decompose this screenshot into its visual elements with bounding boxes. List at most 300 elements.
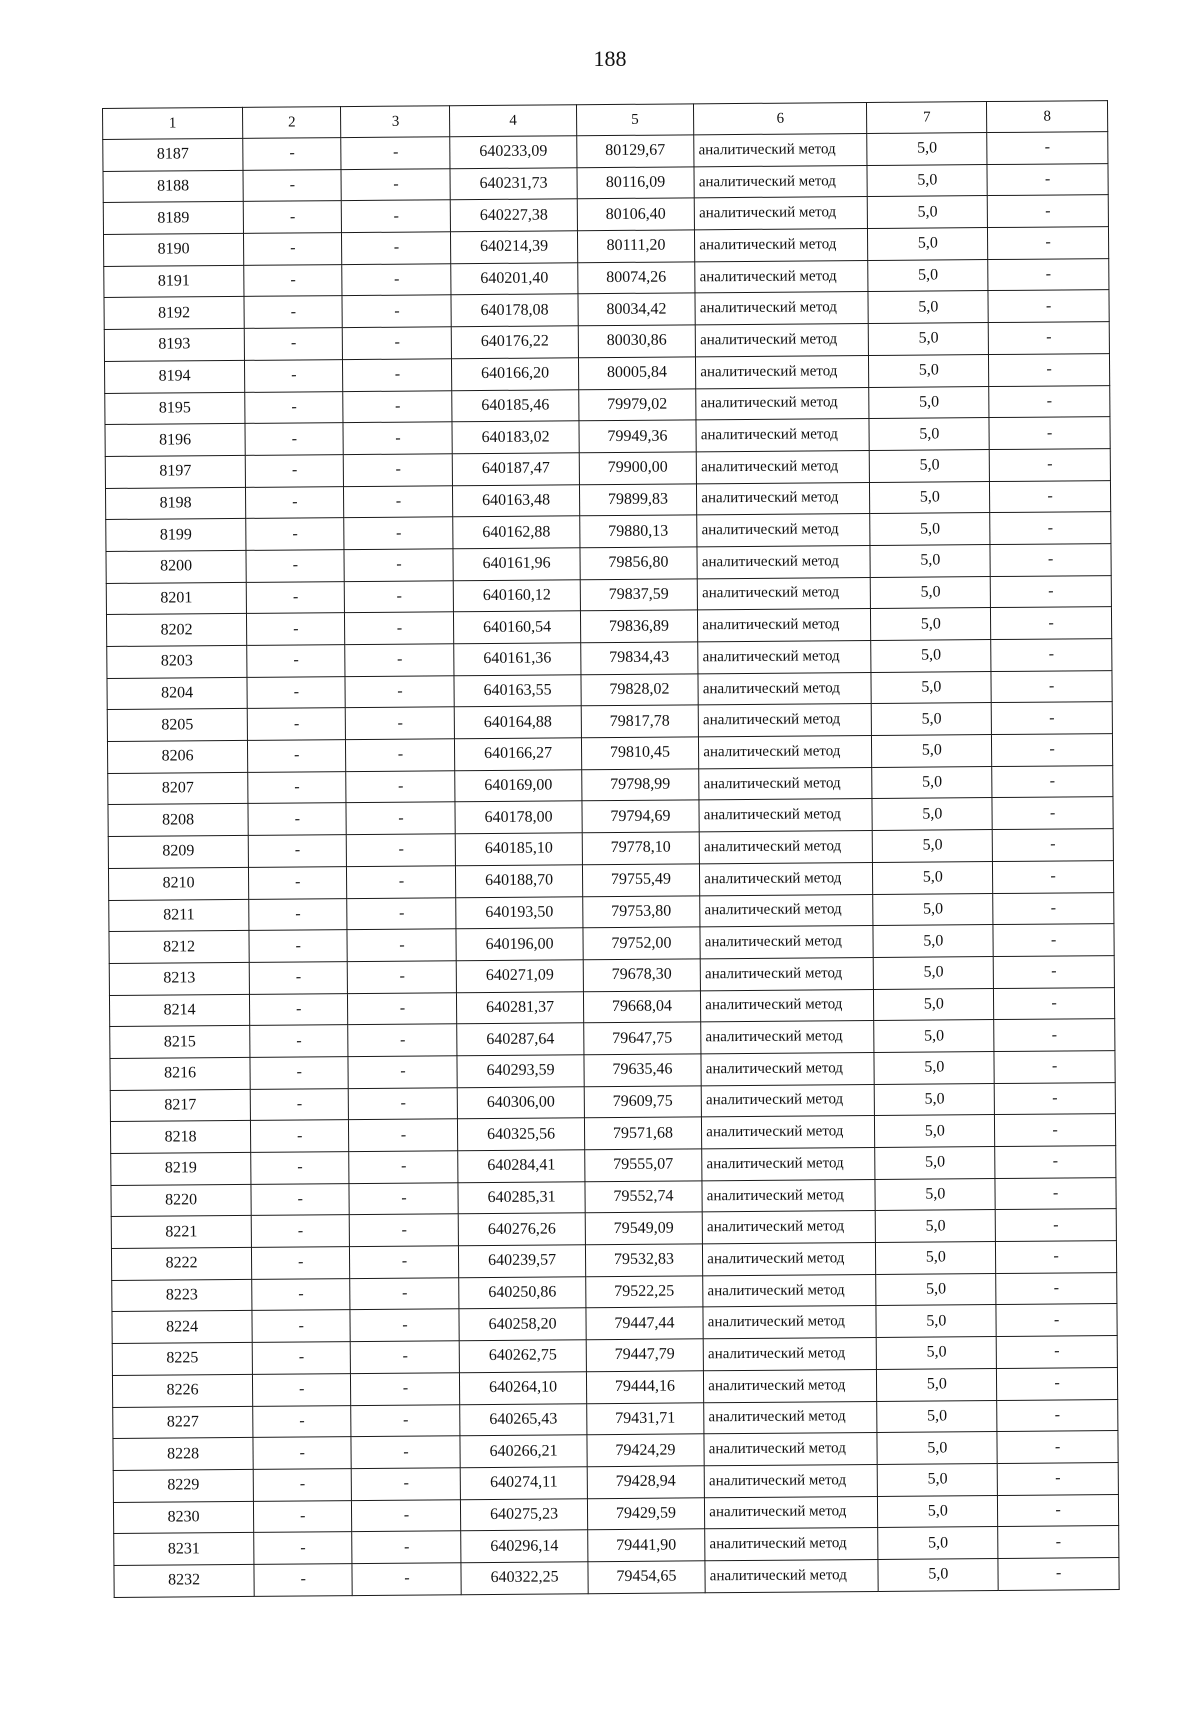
cell-accuracy: 5,0 xyxy=(872,703,992,736)
cell-col-8: - xyxy=(992,734,1113,767)
cell-coord-y: 79447,44 xyxy=(586,1307,704,1340)
cell-coord-y: 79647,75 xyxy=(583,1022,701,1055)
cell-coord-y: 79609,75 xyxy=(584,1085,702,1118)
cell-accuracy: 5,0 xyxy=(878,1463,998,1496)
cell-coord-x: 640163,48 xyxy=(453,484,579,517)
cell-method: аналитический метод xyxy=(703,1243,876,1276)
coordinates-table-wrapper xyxy=(102,100,1120,1597)
cell-coord-x: 640231,73 xyxy=(450,167,576,200)
cell-col-8: - xyxy=(989,385,1110,418)
cell-col-3: - xyxy=(350,1214,459,1247)
cell-col-3: - xyxy=(352,1563,461,1596)
cell-col-8: - xyxy=(998,1494,1119,1527)
cell-coord-y: 80116,09 xyxy=(577,167,695,200)
cell-point-number: 8200 xyxy=(106,550,246,583)
cell-accuracy: 5,0 xyxy=(876,1305,996,1338)
cell-col-2: - xyxy=(243,169,342,201)
cell-method: аналитический метод xyxy=(704,1401,877,1434)
cell-coord-y: 79817,78 xyxy=(581,705,699,738)
cell-col-8: - xyxy=(990,512,1111,545)
cell-coord-x: 640196,00 xyxy=(456,928,582,961)
cell-coord-x: 640266,21 xyxy=(460,1435,586,1468)
cell-method: аналитический метод xyxy=(699,799,872,832)
cell-method: аналитический метод xyxy=(704,1464,877,1497)
cell-col-3: - xyxy=(347,929,456,962)
cell-col-3: - xyxy=(343,390,452,423)
cell-accuracy: 5,0 xyxy=(869,323,989,356)
cell-col-2: - xyxy=(251,1215,350,1247)
cell-method: аналитический метод xyxy=(697,577,870,610)
cell-col-8: - xyxy=(994,1019,1115,1052)
cell-col-2: - xyxy=(243,201,342,233)
cell-col-3: - xyxy=(345,612,454,645)
cell-point-number: 8196 xyxy=(105,424,245,457)
cell-method: аналитический метод xyxy=(703,1338,876,1371)
cell-accuracy: 5,0 xyxy=(868,228,988,261)
cell-col-8: - xyxy=(996,1241,1117,1274)
cell-col-2: - xyxy=(247,708,346,740)
cell-method: аналитический метод xyxy=(697,482,870,515)
cell-col-2: - xyxy=(249,930,348,962)
cell-col-8: - xyxy=(997,1431,1118,1464)
cell-coord-x: 640162,88 xyxy=(453,516,579,549)
cell-col-2: - xyxy=(245,454,344,486)
cell-coord-y: 79828,02 xyxy=(581,674,699,707)
header-cell-2: 2 xyxy=(243,107,342,139)
cell-col-3: - xyxy=(344,454,453,487)
cell-coord-x: 640274,11 xyxy=(461,1467,587,1500)
cell-col-3: - xyxy=(345,675,454,708)
cell-coord-x: 640164,88 xyxy=(455,706,581,739)
cell-col-3: - xyxy=(347,897,456,930)
cell-accuracy: 5,0 xyxy=(878,1558,998,1591)
cell-method: аналитический метод xyxy=(705,1496,878,1529)
cell-point-number: 8205 xyxy=(107,709,247,742)
cell-coord-x: 640265,43 xyxy=(460,1403,586,1436)
cell-coord-x: 640214,39 xyxy=(451,231,577,264)
cell-accuracy: 5,0 xyxy=(873,830,993,863)
cell-coord-x: 640233,09 xyxy=(450,136,576,169)
cell-col-2: - xyxy=(250,1088,349,1120)
cell-col-8: - xyxy=(990,544,1111,577)
cell-accuracy: 5,0 xyxy=(875,1115,995,1148)
cell-coord-y: 79900,00 xyxy=(579,452,697,485)
cell-method: аналитический метод xyxy=(702,1211,875,1244)
cell-coord-y: 79428,94 xyxy=(587,1466,705,1499)
cell-coord-y: 79778,10 xyxy=(582,832,700,865)
cell-coord-x: 640284,41 xyxy=(458,1150,584,1183)
header-cell-1: 1 xyxy=(103,107,243,139)
cell-col-8: - xyxy=(987,195,1108,228)
cell-coord-y: 80074,26 xyxy=(577,262,695,295)
cell-accuracy: 5,0 xyxy=(871,640,991,673)
cell-accuracy: 5,0 xyxy=(875,1083,995,1116)
cell-col-8: - xyxy=(989,448,1110,481)
cell-accuracy: 5,0 xyxy=(873,861,993,894)
cell-col-3: - xyxy=(352,1499,461,1532)
cell-col-3: - xyxy=(350,1277,459,1310)
cell-col-8: - xyxy=(988,258,1109,291)
cell-coord-y: 79979,02 xyxy=(578,388,696,421)
cell-method: аналитический метод xyxy=(697,545,870,578)
cell-col-8: - xyxy=(997,1399,1118,1432)
cell-accuracy: 5,0 xyxy=(877,1368,997,1401)
cell-coord-y: 80111,20 xyxy=(577,230,695,263)
cell-col-8: - xyxy=(995,1146,1116,1179)
cell-col-3: - xyxy=(342,264,451,297)
table-row xyxy=(114,1557,1119,1597)
cell-col-3: - xyxy=(349,1182,458,1215)
cell-col-2: - xyxy=(250,993,349,1025)
cell-point-number: 8212 xyxy=(109,931,249,964)
cell-col-8: - xyxy=(991,639,1112,672)
cell-col-2: - xyxy=(252,1247,351,1279)
cell-col-2: - xyxy=(252,1278,351,1310)
table-body xyxy=(103,132,1119,1597)
cell-col-8: - xyxy=(995,1177,1116,1210)
cell-method: аналитический метод xyxy=(695,229,868,262)
cell-col-8: - xyxy=(995,1209,1116,1242)
cell-col-2: - xyxy=(246,581,345,613)
cell-point-number: 8225 xyxy=(112,1342,252,1375)
cell-method: аналитический метод xyxy=(701,1052,874,1085)
page-number: 188 xyxy=(593,46,627,71)
cell-coord-x: 640262,75 xyxy=(460,1340,586,1373)
cell-col-2: - xyxy=(253,1437,352,1469)
cell-method: аналитический метод xyxy=(700,926,873,959)
cell-col-8: - xyxy=(991,607,1112,640)
cell-coord-y: 79810,45 xyxy=(581,737,699,770)
cell-coord-x: 640285,31 xyxy=(458,1181,584,1214)
cell-method: аналитический метод xyxy=(701,989,874,1022)
cell-col-2: - xyxy=(250,1025,349,1057)
cell-coord-x: 640178,08 xyxy=(451,294,577,327)
cell-point-number: 8217 xyxy=(110,1089,250,1122)
cell-point-number: 8221 xyxy=(111,1216,251,1249)
cell-coord-x: 640169,00 xyxy=(455,770,581,803)
cell-col-8: - xyxy=(998,1526,1119,1559)
cell-point-number: 8207 xyxy=(108,772,248,805)
cell-col-3: - xyxy=(352,1468,461,1501)
cell-coord-y: 79949,36 xyxy=(579,420,697,453)
cell-col-3: - xyxy=(346,770,455,803)
cell-accuracy: 5,0 xyxy=(872,735,992,768)
cell-col-3: - xyxy=(347,866,456,899)
cell-col-3: - xyxy=(343,359,452,392)
cell-coord-y: 79555,07 xyxy=(584,1149,702,1182)
header-cell-5: 5 xyxy=(576,104,694,136)
cell-coord-y: 79532,83 xyxy=(585,1244,703,1277)
cell-point-number: 8199 xyxy=(106,519,246,552)
cell-point-number: 8209 xyxy=(108,835,248,868)
cell-point-number: 8204 xyxy=(107,677,247,710)
cell-coord-x: 640160,54 xyxy=(454,611,580,644)
cell-point-number: 8230 xyxy=(113,1501,253,1534)
cell-point-number: 8228 xyxy=(113,1438,253,1471)
cell-col-2: - xyxy=(248,740,347,772)
cell-point-number: 8201 xyxy=(106,582,246,615)
header-cell-6: 6 xyxy=(694,102,867,134)
cell-coord-x: 640178,00 xyxy=(455,801,581,834)
cell-col-3: - xyxy=(342,200,451,233)
cell-col-8: - xyxy=(993,892,1114,925)
cell-coord-x: 640188,70 xyxy=(456,865,582,898)
cell-col-8: - xyxy=(997,1367,1118,1400)
cell-coord-x: 640161,36 xyxy=(454,643,580,676)
cell-col-2: - xyxy=(244,233,343,265)
cell-accuracy: 5,0 xyxy=(876,1273,996,1306)
cell-col-2: - xyxy=(245,391,344,423)
cell-coord-y: 79798,99 xyxy=(581,769,699,802)
cell-accuracy: 5,0 xyxy=(877,1337,997,1370)
cell-coord-y: 79836,89 xyxy=(580,610,698,643)
cell-col-2: - xyxy=(253,1468,352,1500)
cell-method: аналитический метод xyxy=(700,957,873,990)
cell-method: аналитический метод xyxy=(699,767,872,800)
cell-col-3: - xyxy=(342,232,451,265)
cell-point-number: 8193 xyxy=(104,329,244,362)
header-cell-3: 3 xyxy=(341,106,450,138)
cell-coord-y: 79755,49 xyxy=(582,864,700,897)
cell-col-8: - xyxy=(988,290,1109,323)
cell-col-8: - xyxy=(995,1114,1116,1147)
cell-point-number: 8192 xyxy=(104,297,244,330)
cell-point-number: 8213 xyxy=(109,962,249,995)
cell-point-number: 8198 xyxy=(105,487,245,520)
cell-method: аналитический метод xyxy=(700,894,873,927)
cell-coord-x: 640227,38 xyxy=(451,199,577,232)
cell-accuracy: 5,0 xyxy=(867,133,987,166)
cell-coord-x: 640163,55 xyxy=(454,674,580,707)
cell-col-3: - xyxy=(344,485,453,518)
cell-method: аналитический метод xyxy=(705,1528,878,1561)
cell-point-number: 8187 xyxy=(103,138,243,171)
cell-col-2: - xyxy=(245,359,344,391)
cell-accuracy: 5,0 xyxy=(877,1432,997,1465)
cell-point-number: 8231 xyxy=(114,1533,254,1566)
cell-accuracy: 5,0 xyxy=(875,1147,995,1180)
cell-coord-x: 640160,12 xyxy=(454,579,580,612)
cell-accuracy: 5,0 xyxy=(873,893,993,926)
cell-point-number: 8206 xyxy=(107,740,247,773)
cell-col-3: - xyxy=(343,422,452,455)
cell-point-number: 8214 xyxy=(109,994,249,1027)
cell-accuracy: 5,0 xyxy=(876,1242,996,1275)
cell-col-8: - xyxy=(991,702,1112,735)
cell-coord-x: 640281,37 xyxy=(457,991,583,1024)
cell-col-8: - xyxy=(990,575,1111,608)
cell-col-3: - xyxy=(348,961,457,994)
cell-col-3: - xyxy=(350,1246,459,1279)
cell-coord-y: 79834,43 xyxy=(580,642,698,675)
cell-col-3: - xyxy=(349,1151,458,1184)
cell-method: аналитический метод xyxy=(699,831,872,864)
cell-col-3: - xyxy=(349,1087,458,1120)
cell-col-8: - xyxy=(989,353,1110,386)
cell-point-number: 8229 xyxy=(113,1469,253,1502)
cell-coord-y: 79441,90 xyxy=(587,1529,705,1562)
cell-col-2: - xyxy=(249,961,348,993)
cell-accuracy: 5,0 xyxy=(870,481,990,514)
cell-coord-y: 79454,65 xyxy=(588,1561,706,1594)
cell-method: аналитический метод xyxy=(698,672,871,705)
cell-coord-y: 79424,29 xyxy=(587,1434,705,1467)
cell-col-2: - xyxy=(247,613,346,645)
cell-col-2: - xyxy=(246,518,345,550)
cell-coord-x: 640239,57 xyxy=(459,1245,585,1278)
cell-col-8: - xyxy=(994,1082,1115,1115)
cell-col-8: - xyxy=(993,860,1114,893)
cell-col-2: - xyxy=(251,1183,350,1215)
cell-method: аналитический метод xyxy=(701,1021,874,1054)
cell-accuracy: 5,0 xyxy=(870,449,990,482)
cell-col-8: - xyxy=(987,132,1108,165)
cell-coord-x: 640275,23 xyxy=(461,1498,587,1531)
cell-col-2: - xyxy=(244,264,343,296)
cell-col-3: - xyxy=(351,1436,460,1469)
cell-col-8: - xyxy=(996,1304,1117,1337)
cell-point-number: 8188 xyxy=(103,170,243,203)
cell-method: аналитический метод xyxy=(703,1306,876,1339)
cell-coord-y: 79899,83 xyxy=(579,483,697,516)
cell-col-2: - xyxy=(251,1152,350,1184)
cell-method: аналитический метод xyxy=(696,387,869,420)
cell-point-number: 8197 xyxy=(105,455,245,488)
header-cell-7: 7 xyxy=(867,102,987,134)
cell-col-2: - xyxy=(243,138,342,170)
header-cell-8: 8 xyxy=(987,101,1108,133)
cell-point-number: 8203 xyxy=(107,645,247,678)
cell-point-number: 8219 xyxy=(111,1152,251,1185)
cell-coord-y: 79753,80 xyxy=(582,895,700,928)
cell-coord-x: 640185,10 xyxy=(456,833,582,866)
cell-method: аналитический метод xyxy=(694,133,867,166)
cell-col-2: - xyxy=(252,1310,351,1342)
cell-coord-x: 640187,47 xyxy=(453,453,579,486)
cell-col-2: - xyxy=(246,486,345,518)
cell-col-3: - xyxy=(345,644,454,677)
cell-method: аналитический метод xyxy=(703,1274,876,1307)
cell-col-2: - xyxy=(244,328,343,360)
cell-col-8: - xyxy=(992,765,1113,798)
cell-method: аналитический метод xyxy=(699,736,872,769)
cell-col-3: - xyxy=(341,168,450,201)
cell-coord-y: 79752,00 xyxy=(583,927,701,960)
cell-method: аналитический метод xyxy=(705,1559,878,1592)
cell-col-2: - xyxy=(254,1564,353,1596)
cell-method: аналитический метод xyxy=(701,1084,874,1117)
cell-method: аналитический метод xyxy=(700,862,873,895)
cell-coord-y: 79431,71 xyxy=(586,1402,704,1435)
cell-method: аналитический метод xyxy=(702,1116,875,1149)
cell-col-3: - xyxy=(342,295,451,328)
cell-col-2: - xyxy=(245,423,344,455)
cell-coord-y: 80129,67 xyxy=(576,135,694,168)
cell-coord-y: 79668,04 xyxy=(583,990,701,1023)
cell-accuracy: 5,0 xyxy=(878,1495,998,1528)
cell-col-3: - xyxy=(345,580,454,613)
cell-col-8: - xyxy=(988,227,1109,260)
cell-coord-x: 640287,64 xyxy=(457,1023,583,1056)
cell-point-number: 8215 xyxy=(110,1026,250,1059)
cell-point-number: 8222 xyxy=(111,1247,251,1280)
cell-col-2: - xyxy=(250,1057,349,1089)
cell-col-8: - xyxy=(992,829,1113,862)
cell-method: аналитический метод xyxy=(696,355,869,388)
cell-col-2: - xyxy=(254,1532,353,1564)
cell-coord-x: 640176,22 xyxy=(452,326,578,359)
cell-col-3: - xyxy=(343,327,452,360)
cell-col-2: - xyxy=(252,1342,351,1374)
cell-col-3: - xyxy=(351,1404,460,1437)
cell-col-3: - xyxy=(346,707,455,740)
cell-coord-y: 79856,80 xyxy=(580,547,698,580)
cell-coord-x: 640276,26 xyxy=(459,1213,585,1246)
cell-col-3: - xyxy=(344,517,453,550)
cell-coord-y: 79552,74 xyxy=(585,1181,703,1214)
cell-coord-x: 640258,20 xyxy=(459,1308,585,1341)
cell-col-3: - xyxy=(346,739,455,772)
cell-accuracy: 5,0 xyxy=(875,1178,995,1211)
cell-coord-x: 640161,96 xyxy=(453,548,579,581)
cell-method: аналитический метод xyxy=(694,197,867,230)
cell-method: аналитический метод xyxy=(696,450,869,483)
cell-col-8: - xyxy=(994,987,1115,1020)
cell-col-8: - xyxy=(988,322,1109,355)
cell-point-number: 8232 xyxy=(114,1564,254,1597)
cell-coord-x: 640322,25 xyxy=(461,1562,587,1595)
cell-coord-x: 640264,10 xyxy=(460,1372,586,1405)
cell-coord-x: 640166,20 xyxy=(452,358,578,391)
cell-coord-y: 79837,59 xyxy=(580,578,698,611)
cell-coord-y: 79447,79 xyxy=(586,1339,704,1372)
cell-accuracy: 5,0 xyxy=(871,576,991,609)
cell-coord-x: 640201,40 xyxy=(451,263,577,296)
cell-col-2: - xyxy=(253,1500,352,1532)
cell-col-8: - xyxy=(996,1272,1117,1305)
cell-col-3: - xyxy=(347,834,456,867)
cell-col-2: - xyxy=(249,866,348,898)
cell-coord-x: 640296,14 xyxy=(461,1530,587,1563)
cell-accuracy: 5,0 xyxy=(867,164,987,197)
cell-method: аналитический метод xyxy=(704,1433,877,1466)
cell-col-8: - xyxy=(996,1336,1117,1369)
header-cell-4: 4 xyxy=(450,105,576,137)
cell-point-number: 8190 xyxy=(103,233,243,266)
cell-coord-x: 640293,59 xyxy=(457,1055,583,1088)
cell-accuracy: 5,0 xyxy=(871,608,991,641)
cell-point-number: 8224 xyxy=(112,1311,252,1344)
cell-method: аналитический метод xyxy=(697,514,870,547)
cell-accuracy: 5,0 xyxy=(871,671,991,704)
cell-coord-x: 640306,00 xyxy=(458,1086,584,1119)
cell-col-8: - xyxy=(987,163,1108,196)
cell-col-8: - xyxy=(989,417,1110,450)
cell-col-2: - xyxy=(253,1405,352,1437)
cell-accuracy: 5,0 xyxy=(874,1020,994,1053)
cell-point-number: 8195 xyxy=(105,392,245,425)
cell-method: аналитический метод xyxy=(695,324,868,357)
cell-accuracy: 5,0 xyxy=(872,766,992,799)
cell-coord-x: 640193,50 xyxy=(456,896,582,929)
cell-accuracy: 5,0 xyxy=(873,925,993,958)
cell-coord-y: 79522,25 xyxy=(585,1276,703,1309)
cell-col-2: - xyxy=(248,835,347,867)
cell-method: аналитический метод xyxy=(696,419,869,452)
cell-col-2: - xyxy=(244,296,343,328)
cell-point-number: 8191 xyxy=(104,265,244,298)
cell-point-number: 8194 xyxy=(104,360,244,393)
